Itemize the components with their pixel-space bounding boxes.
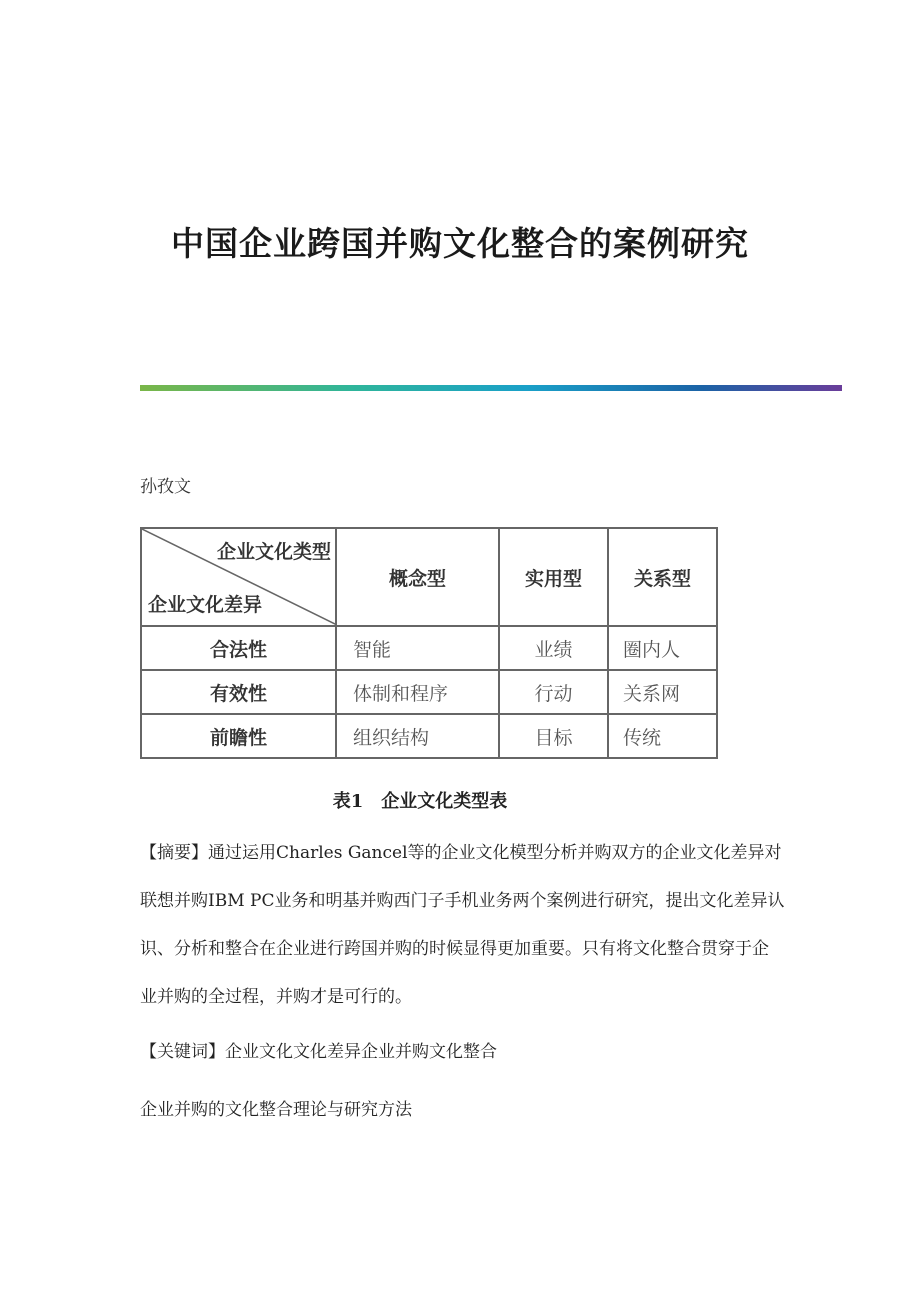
culture-type-table-figure xyxy=(140,527,716,759)
column-header: 概念型 xyxy=(336,528,499,626)
row-header: 合法性 xyxy=(141,626,336,670)
table-cell: 体制和程序 xyxy=(336,670,499,714)
table-row xyxy=(141,714,717,758)
author-name: 孙孜文 xyxy=(140,477,191,497)
culture-type-table xyxy=(140,527,718,759)
keywords-line: 【关键词】企业文化文化差异企业并购文化整合 xyxy=(140,1042,497,1062)
table-caption xyxy=(0,787,840,813)
table-row xyxy=(141,626,717,670)
gradient-divider xyxy=(140,385,842,391)
table-header-row xyxy=(141,528,717,626)
column-header: 关系型 xyxy=(608,528,717,626)
diagonal-bottom-label: 企业文化差异 xyxy=(148,594,263,616)
table-cell: 传统 xyxy=(608,714,717,758)
document-title: 中国企业跨国并购文化整合的案例研究 xyxy=(171,224,749,263)
table-cell: 行动 xyxy=(499,670,608,714)
table-cell: 目标 xyxy=(499,714,608,758)
table-cell: 关系网 xyxy=(608,670,717,714)
row-header: 前瞻性 xyxy=(141,714,336,758)
table-row xyxy=(141,670,717,714)
table-cell: 组织结构 xyxy=(336,714,499,758)
column-header: 实用型 xyxy=(499,528,608,626)
row-header: 有效性 xyxy=(141,670,336,714)
table-cell: 业绩 xyxy=(499,626,608,670)
table-caption-text: 表1 企业文化类型表 xyxy=(332,791,508,812)
table-cell: 智能 xyxy=(336,626,499,670)
section-heading: 企业并购的文化整合理论与研究方法 xyxy=(140,1100,412,1120)
diagonal-top-label: 企业文化类型 xyxy=(216,541,331,563)
table-cell: 圈内人 xyxy=(608,626,717,670)
abstract-paragraph: 【摘要】通过运用Charles Gancel等的企业文化模型分析并购双方的企业文化差异对联想并购IBM PC业务和明基并购西门子手机业务两个案例进行研究，提出文化差异认识、分析和整合在企业进行跨国并购的时候显得更加重要。只有将文化整合贯穿于企业并购的全过程，并购才是可行的。 xyxy=(140,843,785,1007)
diagonal-header-cell xyxy=(141,528,336,626)
